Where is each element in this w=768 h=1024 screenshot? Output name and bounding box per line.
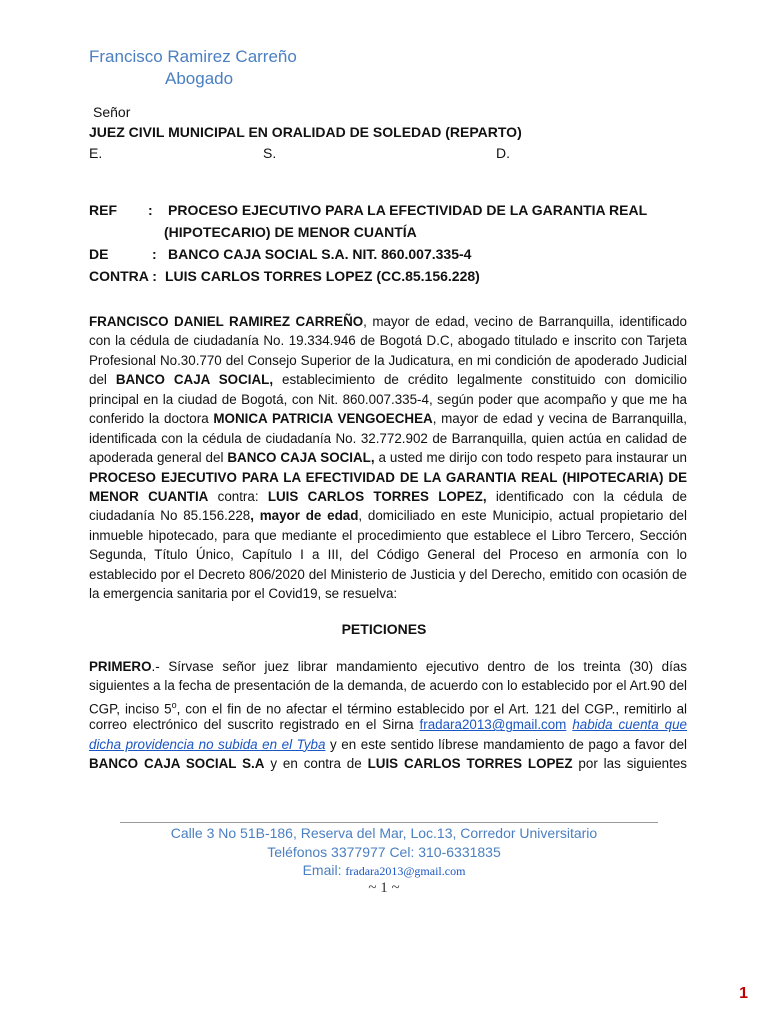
p1-line: identificada con la cédula de ciudadanía No. 32.772.902 de Barranquilla, quien actúa en calidad de — [89, 430, 687, 446]
footer-email-row — [0, 862, 768, 879]
superscript: o — [171, 699, 177, 710]
page-number: 1 — [739, 985, 748, 1002]
esd-s: S. — [263, 145, 277, 161]
intro-paragraph — [89, 312, 687, 604]
esd-e: E. — [89, 145, 103, 161]
p2-text: .- Sírvase señor juez librar mandamiento ejecutivo dentro de los treinta (30) días — [151, 659, 687, 674]
de-label: DE — [89, 246, 109, 262]
bank-name: BANCO CAJA SOCIAL, — [115, 372, 274, 388]
ref-separator: : — [148, 202, 153, 218]
p2-line: siguientes a la fecha de presentación de la demanda, de acuerdo con lo establecido por el Art.90 del — [89, 678, 687, 694]
salutation: Señor — [93, 104, 131, 120]
process-title: PROCESO EJECUTIVO PARA LA EFECTIVIDAD DE LA GARANTIA REAL (HIPOTECARIA) DE — [89, 469, 687, 485]
lawyer-name: FRANCISCO DANIEL RAMIREZ CARREÑO — [89, 314, 364, 329]
p1-text: apoderada general del — [89, 450, 228, 466]
judge-title: JUEZ CIVIL MUNICIPAL EN ORALIDAD DE SOLEDAD (REPARTO) — [89, 124, 522, 140]
petition-paragraph — [89, 657, 687, 774]
p1-text: , mayor de edad y vecina de Barranquilla, — [432, 411, 687, 427]
p1-bold-text: mayor de edad — [253, 508, 359, 524]
p2-text: y en contra de — [264, 756, 368, 772]
p1-text: , domiciliado en este Municipio, actual propietario del — [358, 508, 687, 524]
esd-d: D. — [496, 145, 510, 161]
p1-line: establecido por el Decreto 806/2020 del Ministerio de Justicia y del Derecho, emitido con ocasión de — [89, 566, 687, 582]
p1-line: la emergencia sanitaria por el Covid19, se resuelva: — [89, 586, 398, 602]
p1-text: identificado con la cédula de — [486, 488, 687, 504]
grantor-name: MONICA PATRICIA VENGOECHEA — [213, 411, 433, 427]
footer-phones: Teléfonos 3377977 Cel: 310-6331835 — [267, 844, 501, 860]
petition-number: PRIMERO — [89, 659, 152, 674]
ref-line-1: PROCESO EJECUTIVO PARA LA EFECTIVIDAD DE LA GARANTIA REAL — [168, 202, 648, 218]
p1-line: principal en la ciudad de Bogotá, con Nit. 860.007.335-4, según poder que acompaño y que me ha — [89, 391, 687, 407]
contra-label: CONTRA : — [89, 268, 157, 284]
p2-text: CGP, inciso 5 — [89, 701, 172, 717]
footer-email[interactable]: fradara2013@gmail.com — [345, 864, 466, 878]
section-title: PETICIONES — [341, 621, 427, 637]
p2-text: , con el fin de no afectar el término establecido por el Art. 121 del CGP., remitirlo al — [176, 701, 687, 717]
p1-text: contra: — [208, 488, 268, 504]
p1-text: del — [89, 372, 116, 388]
p1-text: ciudadanía No 85.156.228 — [89, 508, 251, 524]
de-separator: : — [152, 246, 157, 262]
footer-rule — [120, 822, 658, 823]
p1-text: conferido la doctora — [89, 411, 214, 427]
defendant-name: LUIS CARLOS TORRES LOPEZ — [367, 756, 573, 772]
email-link[interactable]: fradara2013@gmail.com — [419, 717, 567, 733]
contra-value: LUIS CARLOS TORRES LOPEZ (CC.85.156.228) — [165, 268, 480, 284]
author-name: Francisco Ramirez Carreño — [89, 47, 297, 66]
process-title-end: MENOR CUANTIA — [89, 488, 209, 504]
footer-address: Calle 3 No 51B-186, Reserva del Mar, Loc.13, Corredor Universitario — [170, 825, 598, 841]
author-role: Abogado — [165, 69, 234, 88]
ref-label: REF — [89, 202, 117, 218]
ref-line-2: (HIPOTECARIO) DE MENOR CUANTÍA — [164, 224, 417, 240]
p2-text: por las siguientes — [572, 756, 687, 772]
de-value: BANCO CAJA SOCIAL S.A. NIT. 860.007.335-4 — [168, 246, 472, 262]
p1-comma: , — [250, 508, 254, 524]
p1-text: a usted me dirijo con todo respeto para instaurar un — [374, 450, 687, 466]
p1-text: , mayor de edad, vecino de Barranquilla, identificado — [363, 314, 687, 329]
p1-line: Profesional No.30.770 del Consejo Superior de la Judicatura, en mi condición de apoderado Judicial — [89, 352, 687, 368]
italic-link-text[interactable]: habida cuenta que — [572, 717, 687, 733]
bank-name: BANCO CAJA SOCIAL S.A — [89, 756, 265, 772]
p1-text: establecimiento de crédito legalmente constituido con domicilio — [273, 372, 687, 388]
p1-line: Segunda, Título Único, Capítulo I a III, del Código General del Proceso en armonía con lo — [89, 547, 687, 563]
page-marker: ~ 1 ~ — [368, 880, 400, 896]
footer-email-label: Email: — [302, 862, 346, 878]
p2-text: y en este sentido líbrese mandamiento de pago a favor del — [325, 736, 688, 752]
defendant-name: LUIS CARLOS TORRES LOPEZ, — [267, 488, 487, 504]
p1-line: inmueble hipotecado, para que mediante el procedimiento que establece el Libro Tercero, Sección — [89, 527, 687, 543]
italic-link-text[interactable]: dicha providencia no subida en el Tyba — [89, 736, 326, 752]
p1-line: con la cédula de ciudadanía No. 19.334.946 de Bogotá D.C, abogado titulado e inscrito con Tarjeta — [89, 333, 687, 349]
bank-name: BANCO CAJA SOCIAL, — [227, 450, 375, 466]
p2-text: correo electrónico del suscrito registrado en el Sirna — [89, 717, 420, 733]
